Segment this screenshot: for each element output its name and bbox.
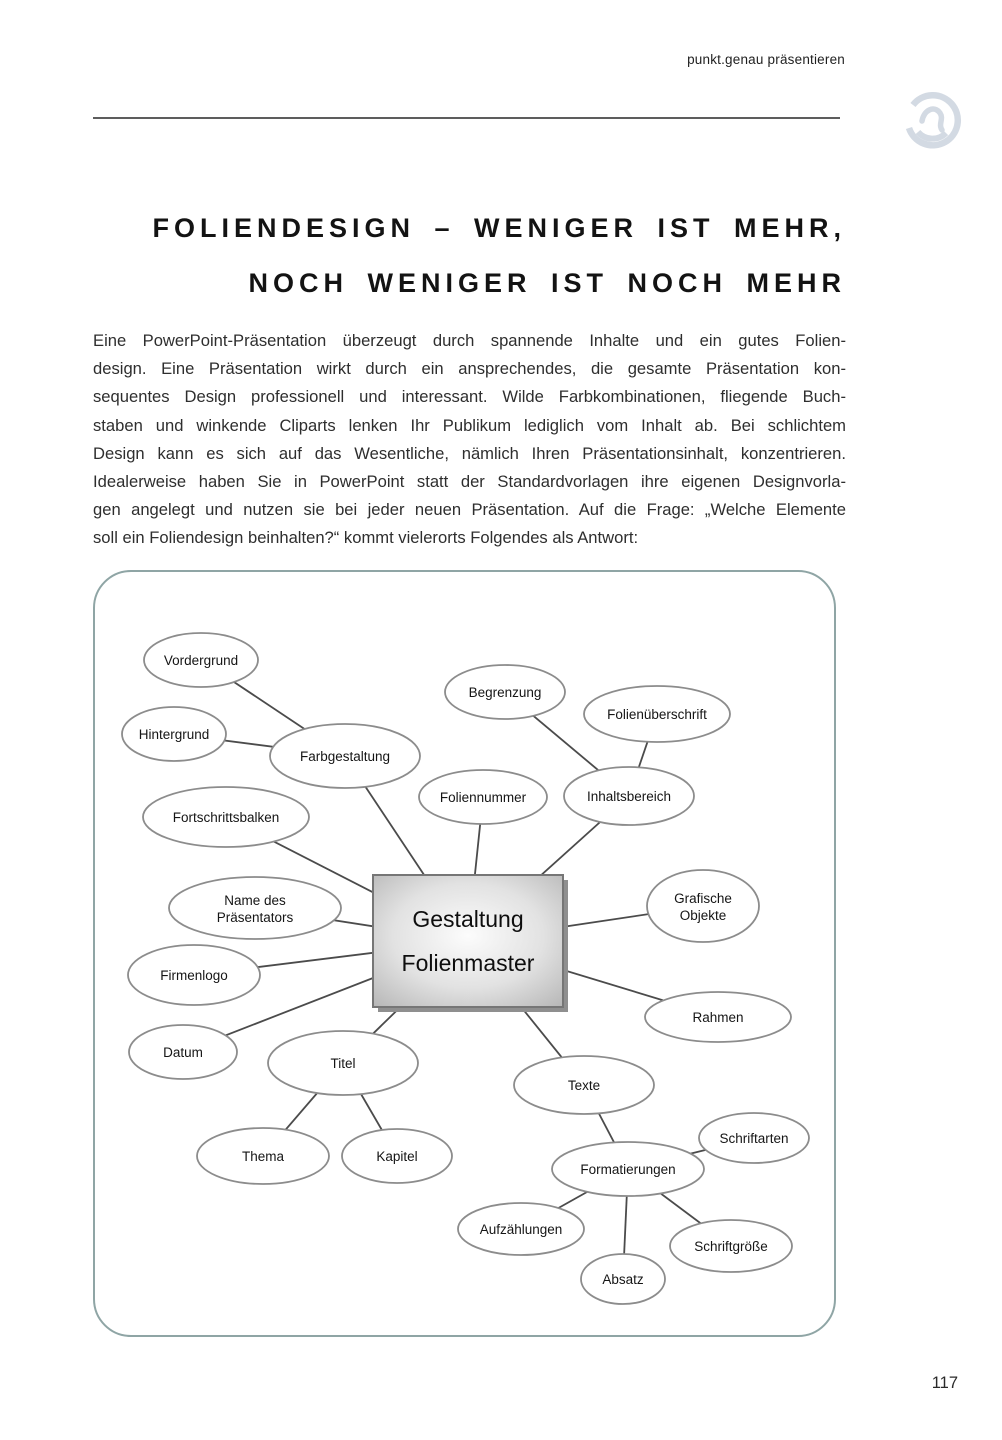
center-box-label-2: Folienmaster [401,950,535,976]
node-label-texte: Texte [567,1078,601,1093]
mindmap-canvas [95,572,834,1335]
header-rule [93,117,840,119]
node-label-fortschrittsbalken: Fortschrittsbalken [172,810,280,825]
page-title [93,201,846,311]
node-label-titel: Titel [330,1056,356,1071]
node-label-begrenzung: Begrenzung [468,685,542,700]
node-label-firmenlogo: Firmenlogo [160,968,228,983]
paragraph-line-6: Idealerweise haben Sie in PowerPoint statt der Standardvorlagen ihre eigenen Designvorla- [93,472,846,492]
paragraph-line-7: gen angelegt und nutzen sie bei jeder neuen Präsentation. Auf die Frage: „Welche Elemente [93,500,846,520]
paragraph-line-8: soll ein Foliendesign beinhalten?“ kommt vielerorts Folgendes als Antwort: [93,528,639,548]
page-number: 117 [931,1374,958,1392]
node-label-hintergrund: Hintergrund [138,727,210,742]
node-label-thema: Thema [241,1149,285,1164]
center-box [373,875,563,1007]
node-label-folienueberschrift: Folienüberschrift [607,707,707,722]
node-label-rahmen: Rahmen [692,1010,744,1025]
publisher-logo-icon [901,88,965,152]
node-label-grafische-objekte: Grafische Objekte [674,891,732,923]
paragraph-line-3: sequentes Design professionell und interessant. Wilde Farbkombinationen, fliegende Buch- [93,387,846,407]
node-label-inhaltsbereich: Inhaltsbereich [586,789,672,804]
node-label-kapitel: Kapitel [376,1149,418,1164]
node-name-praesentators [169,877,341,939]
center-box-label-1: Gestaltung [412,906,524,932]
paragraph-line-2: design. Eine Präsentation wirkt durch ein ansprechendes, die gesamte Präsentation kon- [93,359,846,379]
node-label-aufzaehlungen: Aufzählungen [479,1222,563,1237]
paragraph-line-1: Eine PowerPoint-Präsentation überzeugt durch spannende Inhalte und ein gutes Folien- [93,331,846,350]
mindmap-figure [93,570,836,1337]
paragraph-line-4: staben und winkende Cliparts lenken Ihr Publikum lediglich vom Inhalt ab. Bei schlichtem [93,415,846,435]
node-label-absatz: Absatz [602,1272,644,1287]
node-label-name-praesentators: Name des Präsentators [216,893,294,925]
node-grafische-objekte [647,870,759,942]
page-title-line-1: FOLIENDESIGN – WENIGER IST MEHR, [152,213,846,243]
paragraph-line-5: Design kann es sich auf das Wesentliche, nämlich Ihren Präsentationsinhalt, konzentrieren. [93,443,846,463]
node-label-vordergrund: Vordergrund [163,653,239,668]
node-label-foliennummer: Foliennummer [439,790,527,805]
body-paragraph [93,327,846,553]
node-label-schriftarten: Schriftarten [719,1131,789,1146]
node-label-formatierungen: Formatierungen [580,1162,676,1177]
node-label-farbgestaltung: Farbgestaltung [299,749,391,764]
page-title-line-2: NOCH WENIGER IST NOCH MEHR [248,268,846,298]
node-label-schriftgroesse: Schriftgröße [694,1239,768,1254]
running-header: punkt.genau präsentieren [687,52,845,67]
node-label-datum: Datum [163,1045,203,1060]
